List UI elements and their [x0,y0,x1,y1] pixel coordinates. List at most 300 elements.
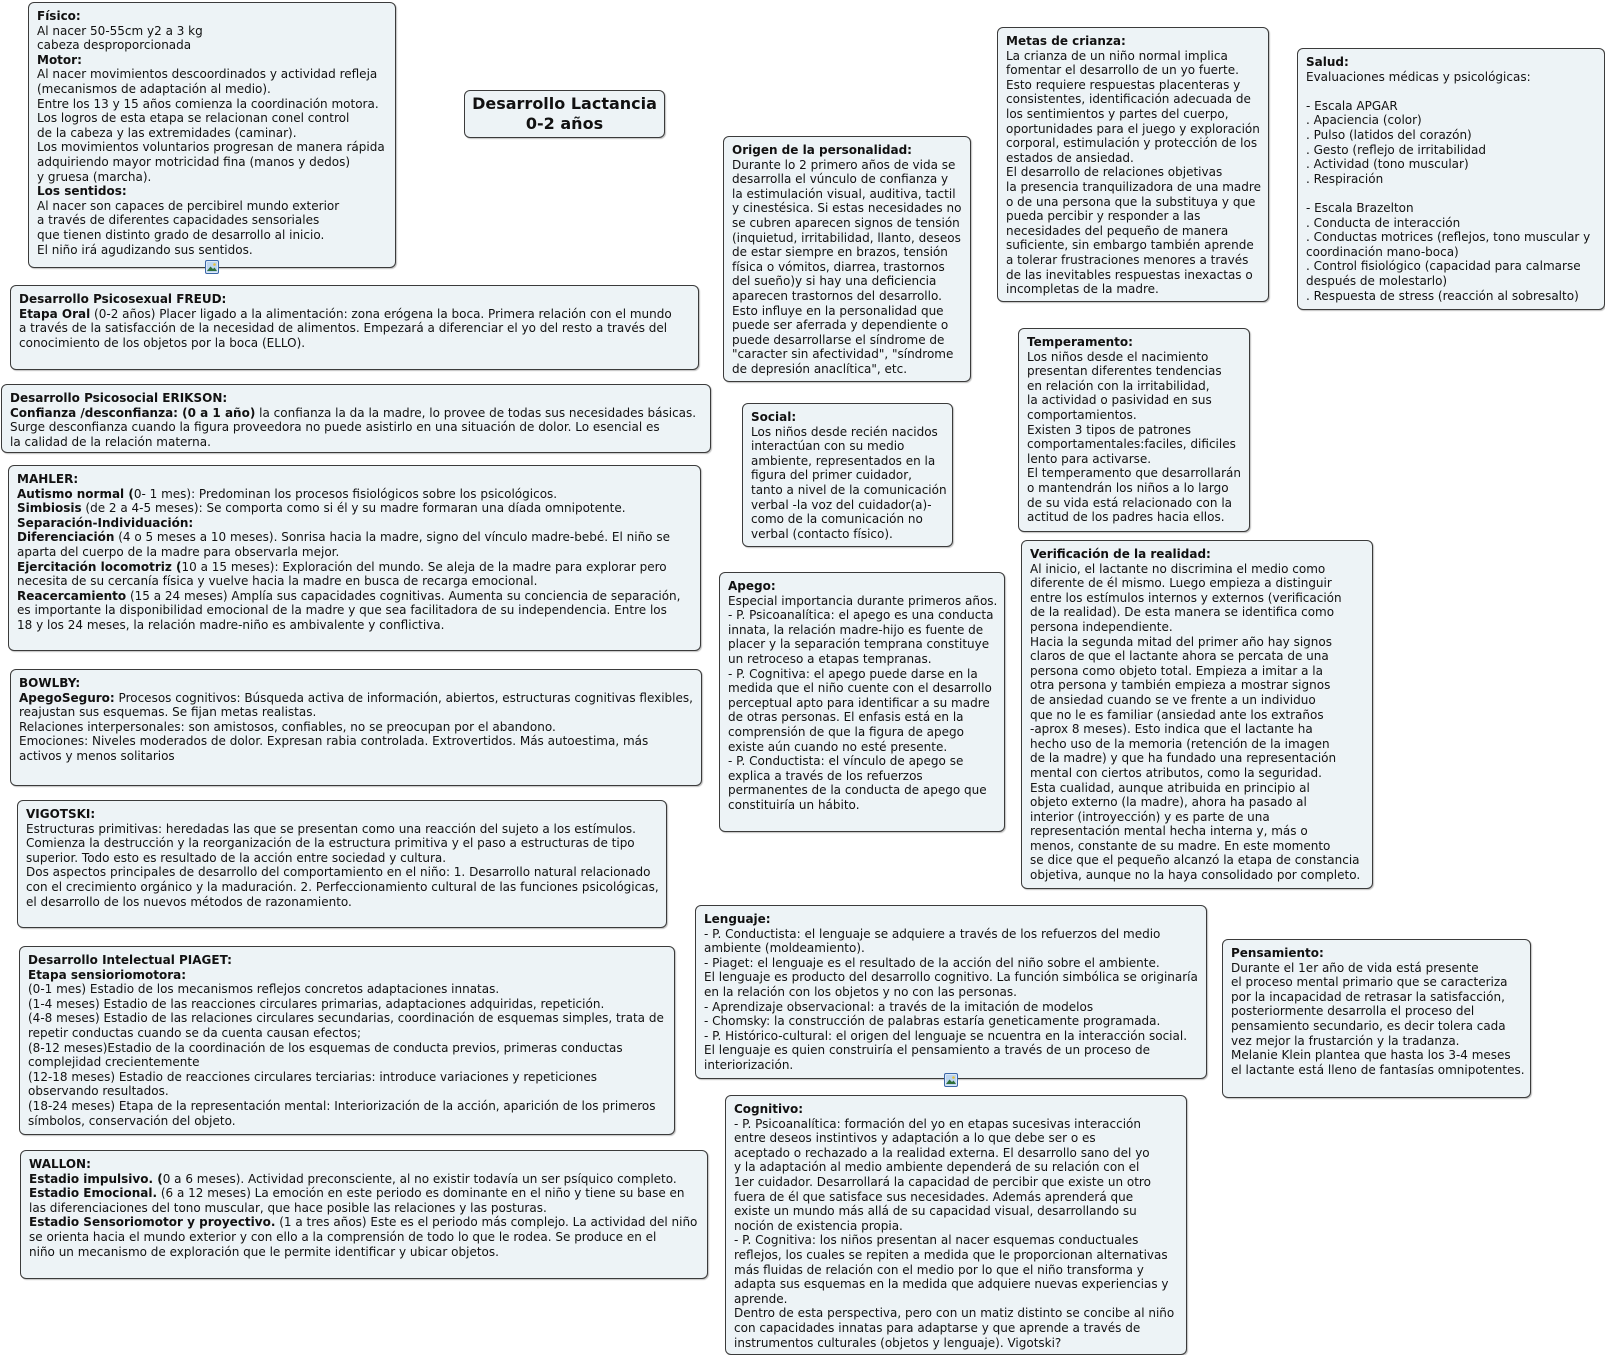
topic-line [704,927,1199,942]
topic-line [17,472,693,487]
topic-text: pensamiento secundario, es decir tolera cada [1231,1018,1506,1033]
topic-text: . Gesto (reflejo de irritabilidad [1306,142,1486,157]
topic-line [1006,92,1261,107]
topic-line [1006,209,1261,224]
topic-line [26,807,659,822]
topic-line [1306,259,1597,274]
topic-text: El desarrollo de relaciones objetivas [1006,165,1223,180]
topic-text-bold: BOWLBY: [19,676,81,690]
topic-line [19,336,691,351]
topic-text: en relación con la irritabilidad, [1027,378,1210,393]
topic-text: vez mejor la frustarción y la tradanza. [1231,1033,1460,1048]
topic-text: aceptado o rechazado a la realidad externa. El desarrollo sano del yo [734,1145,1150,1160]
topic-line [751,454,945,469]
topic-line [28,1114,667,1129]
topic-text: permanentes de la conducta de apego que [728,783,987,798]
topic-text: diferente de él mismo. Luego empieza a distinguir [1030,576,1332,591]
topic-text: consistentes, identificación adecuada de [1006,92,1251,107]
topic-text: perceptual apto para identificar a su madre [728,695,990,710]
topic-line [734,1336,1179,1351]
topic-text: - P. Histórico-cultural: el origen del lenguaje se ncuentra en la interacción social. [704,1028,1188,1043]
topic-text: suficiente, sin embargo también aprende [1006,238,1254,253]
topic-text: Al nacer son capaces de percibirel mundo exterior [37,198,340,213]
topic-text: tanto a nivel de la comunicación [751,482,947,497]
topic-line [734,1277,1179,1292]
topic-text: y la adaptación al medio ambiente dependerá de su relación con el [734,1160,1140,1175]
topic-line [37,82,388,97]
topic-piaget[interactable] [19,946,675,1135]
topic-text: - Aprendizaje observacional: a través de la imitación de modelos [704,999,1094,1014]
topic-text: superior. Todo esto es resultado de la acción entre sociedad y cultura. [26,850,447,865]
topic-line [1030,547,1365,562]
topic-line [728,710,997,725]
topic-line [1030,722,1365,737]
topic-line [728,623,997,638]
topic-temperamento[interactable] [1018,328,1250,532]
topic-text: de estar siempre en brazos, tensión [732,245,948,260]
topic-line [732,304,963,319]
topic-line [704,1058,1199,1073]
topic-line [1231,1063,1523,1078]
topic-origen-personalidad[interactable] [723,136,971,382]
topic-line [19,307,691,322]
topic-line [1030,693,1365,708]
topic-text-bold: Motor: [37,52,82,67]
topic-text: actitud de los padres hacia ellos. [1027,510,1225,525]
topic-text: (12-18 meses) Estadio de reacciones circulares terciarias: introduce variaciones y repeticiones [28,1069,597,1084]
image-icon[interactable] [944,1073,958,1087]
topic-text: o mantendrán los niños a lo largo [1027,480,1229,495]
topic-line [1231,1048,1523,1063]
topic-line [1027,364,1242,379]
topic-text-bold: Salud: [1306,55,1349,69]
topic-text: oportunidades para el juego y exploración [1006,121,1260,136]
topic-text: Al inicio, el lactante no discrimina el medio como [1030,561,1326,576]
topic-text: - Piaget: el lenguaje es el resultado de la acción del niño sobre el ambiente. [704,955,1160,970]
topic-line [17,545,693,560]
topic-line [1306,143,1597,158]
topic-line [734,1263,1179,1278]
topic-line [1027,335,1242,350]
topic-text: explica a través de los refuerzos [728,768,923,783]
topic-line [1027,379,1242,394]
topic-text: Surge desconfianza cuando la figura proveedora no puede asistirlo en una situación de dolor. Lo esencial es [10,420,660,435]
topic-text: - P. Psicoanalítica: el apego es una conducta [728,608,994,623]
topic-text: pueda percibir y responder a las [1006,209,1201,224]
topic-erikson[interactable] [1,384,711,453]
topic-text: Relaciones interpersonales: son amistosos, confiables, no se preocupan por el abandono. [19,719,556,734]
topic-line [1006,224,1261,239]
topic-text: . Pulso (latidos del corazón) [1306,127,1472,142]
topic-line [734,1131,1179,1146]
topic-text: a través de la satisfacción de la necesidad de alimentos. Empezará a diferenciar el yo del resto a través del [19,321,668,336]
topic-line [26,836,659,851]
topic-text: ambiente, representados en la [751,453,936,468]
topic-line [728,608,997,623]
topic-text: El lenguaje es producto del desarrollo cognitivo. La función simbólica se originaría [704,970,1198,985]
topic-text: fomentar el desarrollo de un yo fuerte. [1006,63,1239,78]
topic-text: La crianza de un niño normal implica [1006,48,1228,63]
central-topic-line1: Desarrollo Lactancia [472,94,657,113]
topic-line [1030,868,1365,883]
topic-text: presentan diferentes tendencias [1027,364,1222,379]
topic-text-bold: Separación-Individuación: [17,515,194,530]
topic-text: la calidad de la relación materna. [10,434,211,449]
topic-line [1030,810,1365,825]
topic-text: en la relación con los objetos y no con las personas. [704,984,1017,999]
topic-text: es importante la disponibilidad emocional de la madre y que sea facilitadora de su independencia. Entre los [17,603,667,618]
topic-text: entre los estímulos internos y externos (verificación [1030,590,1342,605]
topic-text: Los niños desde recién nacidos [751,424,938,439]
topic-line [1006,78,1261,93]
topic-text: la actividad o pasividad en sus [1027,393,1212,408]
topic-line [751,498,945,513]
topic-text: símbolos, conservación del objeto. [28,1113,236,1128]
topic-text: Los movimientos voluntarios progresan de manera rápida [37,140,385,155]
topic-text: medida que el niño cuente con el desarrollo [728,681,992,696]
topic-line [28,1070,667,1085]
topic-line [1030,766,1365,781]
topic-text: puede desarrollarse el síndrome de [732,332,945,347]
topic-text: necesita de su cercanía física y vuelve hacia la madre en busca de recarga emocional. [17,574,538,589]
topic-line [732,231,963,246]
topic-line [1030,635,1365,650]
topic-text-bold: Ejercitación locomotriz ( [17,559,182,574]
topic-text: - P. Psicoanalítica: formación del yo en etapas sucesivas interacción [734,1116,1141,1131]
topic-text: como de la comunicación no [751,512,923,527]
topic-line [732,187,963,202]
topic-text: más fluidas de relación con el medio por lo que el niño transforma y [734,1262,1144,1277]
topic-text: El temperamento que desarrollarán [1027,466,1242,481]
topic-text: o de una persona que la substituya y que [1006,194,1256,209]
topic-line [1030,664,1365,679]
topic-line [704,1043,1199,1058]
topic-line [704,1014,1199,1029]
topic-line [1030,562,1365,577]
topic-text: Dentro de esta perspectiva, pero con un matiz distinto se concibe al niño [734,1306,1175,1321]
topic-line [734,1248,1179,1263]
topic-line [17,516,693,531]
topic-line [26,880,659,895]
topic-line [1306,70,1597,85]
topic-line [1006,253,1261,268]
topic-line [19,292,691,307]
topic-text-bold: Diferenciación [17,530,115,545]
topic-line [732,347,963,362]
topic-text: estados de ansiedad. [1006,150,1134,165]
topic-text: - P. Conductista: el vínculo de apego se [728,754,964,769]
topic-line [1231,990,1523,1005]
topic-text-bold: Reacercamiento [17,588,127,603]
topic-wallon[interactable] [20,1150,708,1279]
topic-line [751,439,945,454]
topic-line [1027,466,1242,481]
topic-line [1231,1004,1523,1019]
topic-text: lento para activarse. [1027,451,1152,466]
topic-text: adapta sus esquemas en la medida que adquiere nuevas experiencias y [734,1277,1169,1292]
topic-line [17,603,693,618]
topic-verificacion-realidad[interactable] [1021,540,1373,889]
topic-text: comportamientos. [1027,407,1137,422]
topic-line [37,97,388,112]
topic-text: aparecen trastornos del desarrollo. [732,288,942,303]
topic-line [19,749,694,764]
topic-line [19,734,694,749]
topic-salud[interactable] [1297,48,1605,310]
topic-line [1231,961,1523,976]
topic-metas-crianza[interactable] [997,27,1269,302]
topic-text: 0 a 6 meses). Actividad preconsciente, al no existir todavía un ser psíquico completo. [162,1171,677,1186]
topic-text: 1er cuidador. Desarrollará la capacidad de percibir que existe un otro [734,1174,1151,1189]
topic-line [29,1172,700,1187]
topic-text: y cinestésica. Si estas necesidades no [732,201,962,216]
topic-line [1006,195,1261,210]
topic-text: constituiría un hábito. [728,797,860,812]
topic-fisico[interactable] [28,2,396,268]
topic-line [1231,1019,1523,1034]
topic-line [732,216,963,231]
topic-line [751,512,945,527]
topic-text: reajustan sus esquemas. Se fijan metas realistas. [19,705,317,720]
topic-line [732,201,963,216]
topic-line [28,1099,667,1114]
topic-line [1030,605,1365,620]
topic-line [1030,678,1365,693]
topic-text: otra persona y también empieza a mostrar signos [1030,678,1331,693]
topic-line [1027,408,1242,423]
topic-text: interactúan con su medio [751,439,905,454]
topic-text: adquiriendo mayor motricidad fina (manos y dedos) [37,154,351,169]
topic-lenguaje[interactable] [695,905,1207,1079]
topic-text: Estructuras primitivas: heredadas las que se presentan como una reacción del sujeto a los estímulos. [26,821,636,836]
topic-text: se orienta hacia el mundo exterior y con ello a la comprensión de todo lo que le rodea. Se produce en el [29,1229,657,1244]
topic-line [1030,576,1365,591]
topic-text: Al nacer 50-55cm y2 a 3 kg [37,23,203,38]
topic-text: conocimiento de los objetos por la boca (ELLO). [19,335,306,350]
topic-text: Especial importancia durante primeros años. [728,593,998,608]
topic-line [19,720,694,735]
topic-text: innata, la relación madre-hijo es fuente de [728,622,984,637]
topic-text-bold: ApegoSeguro: [19,690,115,705]
topic-mahler[interactable] [8,465,701,651]
topic-text: desarrolla el vúnculo de confianza y [732,172,949,187]
topic-text-bold: Autismo normal ( [17,486,134,501]
topic-text-bold: Físico: [37,9,81,23]
topic-text: de las inevitables respuestas inexactas o [1006,267,1253,282]
topic-line [704,1000,1199,1015]
topic-line [37,24,388,39]
topic-text-bold: VIGOTSKI: [26,807,96,821]
topic-line [1231,975,1523,990]
topic-text-bold: Lenguaje: [704,912,771,926]
central-topic-line2: 0-2 años [525,114,604,133]
topic-text: Entre los 13 y 15 años comienza la coordinación motora. [37,96,379,111]
topic-line [1030,751,1365,766]
topic-line [1006,165,1261,180]
topic-text: existe aún cuando no esté presente. [728,739,948,754]
topic-line [732,274,963,289]
topic-line [1027,496,1242,511]
topic-text: Hacia la segunda mitad del primer año hay signos [1030,634,1332,649]
topic-line [728,594,997,609]
topic-text: coordinación mano-boca) [1306,244,1459,259]
topic-social[interactable] [742,403,953,547]
topic-pensamiento[interactable] [1222,939,1531,1098]
central-topic[interactable] [464,90,665,138]
topic-text: (1 a tres años) Este es el periodo más complejo. La actividad del niño [275,1215,698,1230]
topic-line [751,410,945,425]
topic-line [28,968,667,983]
topic-line [1306,172,1597,187]
topic-text-bold: Verificación de la realidad: [1030,547,1211,561]
topic-line [734,1292,1179,1307]
topic-text: . Apaciencia (color) [1306,113,1422,128]
topic-line [728,783,997,798]
topic-line [29,1157,700,1172]
topic-text-bold: WALLON: [29,1157,91,1171]
topic-line [1030,649,1365,664]
topic-text: entre deseos instintivos y adaptación a lo que debe ser o es [734,1131,1096,1146]
topic-text: Los logros de esta etapa se relacionan conel control [37,111,350,126]
topic-line [29,1245,700,1260]
topic-line [1030,591,1365,606]
image-icon[interactable] [205,260,219,274]
topic-line [734,1146,1179,1161]
topic-text: Durante el 1er año de vida está presente [1231,960,1479,975]
topic-text: Al nacer movimientos descoordinados y actividad refleja [37,67,378,82]
topic-line [728,769,997,784]
topic-text: a tolerar frustraciones menores a través [1006,252,1249,267]
topic-line [1006,268,1261,283]
topic-line [1030,737,1365,752]
topic-text: la estimulación visual, auditiva, tactil [732,186,956,201]
topic-text-bold: Social: [751,410,797,424]
topic-line [704,985,1199,1000]
topic-line [1306,245,1597,260]
topic-line [17,618,693,633]
topic-line [704,1029,1199,1044]
topic-line [734,1204,1179,1219]
topic-line [1030,839,1365,854]
topic-line [29,1215,700,1230]
topic-text: del sueño)y si hay una deficiencia [732,274,937,289]
topic-line [1027,350,1242,365]
topic-text: hecho uso de la memoria (retención de la imagen [1030,736,1330,751]
topic-text: El niño irá agudizando sus sentidos. [37,242,253,257]
topic-text: figura del primer cuidador, [751,468,912,483]
topic-text: niño un mecanismo de exploración que le permite identificar y ubicar objetos. [29,1244,499,1259]
topic-bowlby[interactable] [10,669,702,786]
topic-line [734,1233,1179,1248]
topic-line [17,487,693,502]
topic-line [37,67,388,82]
topic-line [28,1011,667,1026]
topic-line [1306,274,1597,289]
topic-text: Los niños desde el nacimiento [1027,349,1209,364]
topic-line [734,1102,1179,1117]
topic-line [37,53,388,68]
topic-text: interior (introyección) y es parte de una [1030,809,1270,824]
topic-line [17,560,693,575]
topic-apego[interactable] [719,572,1005,832]
topic-text-bold: Estadio impulsivo. ( [29,1171,163,1186]
topic-line [28,997,667,1012]
topic-vigotski[interactable] [17,800,667,928]
topic-line [1030,853,1365,868]
topic-text: que tienen distinto grado de desarrollo al inicio. [37,227,325,242]
topic-line [10,391,703,406]
topic-text: con el crecimiento orgánico y la maduración. 2. Perfeccionamiento cultural de las funciones psicológicas, [26,879,659,894]
topic-line [1306,99,1597,114]
topic-text: cabeza desproporcionada [37,38,192,53]
topic-line [37,184,388,199]
topic-line [1030,781,1365,796]
topic-text: activos y menos solitarios [19,748,175,763]
topic-text-bold: Pensamiento: [1231,946,1324,960]
topic-text: menos, constante de su madre. En este momento [1030,838,1331,853]
topic-line [28,1041,667,1056]
topic-text-bold: Estadio Sensoriomotor y proyectivo. [29,1215,276,1230]
topic-line [10,435,703,450]
topic-text: puede ser aferrada y dependiente o [732,318,949,333]
topic-text: Melanie Klein plantea que hasta los 3-4 meses [1231,1048,1511,1063]
topic-text: fuera de él que satisface sus necesidades. Además aprenderá que [734,1189,1134,1204]
topic-text: el lactante está lleno de fantasías omnipotentes. [1231,1062,1525,1077]
topic-text: de la cabeza y las extremidades (caminar). [37,125,297,140]
topic-line [1027,510,1242,525]
topic-line [1006,151,1261,166]
topic-text-bold: Temperamento: [1027,335,1133,349]
topic-text: a través de diferentes capacidades sensoriales [37,213,320,228]
topic-line [1006,238,1261,253]
topic-line [734,1190,1179,1205]
topic-text: las diferenciaciones del tono muscular, que hace posible las relaciones y las posturas. [29,1200,547,1215]
topic-text: (inquietud, irritabilidad, llanto, deseos [732,230,961,245]
topic-text: por la incapacidad de retrasar la satisfacción, [1231,989,1505,1004]
topic-text: ambiente (moldeamiento). [704,941,865,956]
topic-line [734,1117,1179,1132]
topic-text: Esto requiere respuestas placenteras y [1006,77,1241,92]
topic-line [704,912,1199,927]
topic-line [1306,113,1597,128]
topic-text: de su vida está relacionado con la [1027,495,1233,510]
topic-line [26,895,659,910]
topic-line [37,228,388,243]
topic-line [751,527,945,542]
topic-line [704,970,1199,985]
topic-text: observando resultados. [28,1084,169,1099]
topic-text: verbal (contacto físico). [751,526,893,541]
topic-text: incompletas de la madre. [1006,282,1159,297]
topic-line [1306,55,1597,70]
topic-line [728,667,997,682]
topic-text: instrumentos culturales (objetos y lenguaje). Vigotski? [734,1335,1062,1350]
topic-text: posteriormente desarrolla el proceso del [1231,1004,1475,1019]
topic-text: (4 o 5 meses a 10 meses). Sonrisa hacia la madre, signo del vínculo madre-bebé. El niño se [114,530,670,545]
topic-line [1027,423,1242,438]
topic-cognitivo[interactable] [725,1095,1187,1355]
topic-text: (0-2 años) Placer ligado a la alimentación: zona erógena la boca. Primera relación con el mundo [90,306,672,321]
topic-text: con capacidades innatas para adaptarse y que aprende a través de [734,1320,1141,1335]
topic-line [1306,84,1597,99]
topic-line [37,9,388,24]
topic-text: . Conductas motrices (reflejos, tono muscular y [1306,230,1591,245]
topic-text: -aprox 8 meses). Esto indica que el lactante ha [1030,722,1313,737]
topic-line [728,754,997,769]
topic-freud[interactable] [10,285,699,370]
topic-line [732,260,963,275]
topic-text: (mecanismos de adaptación al medio). [37,81,271,96]
